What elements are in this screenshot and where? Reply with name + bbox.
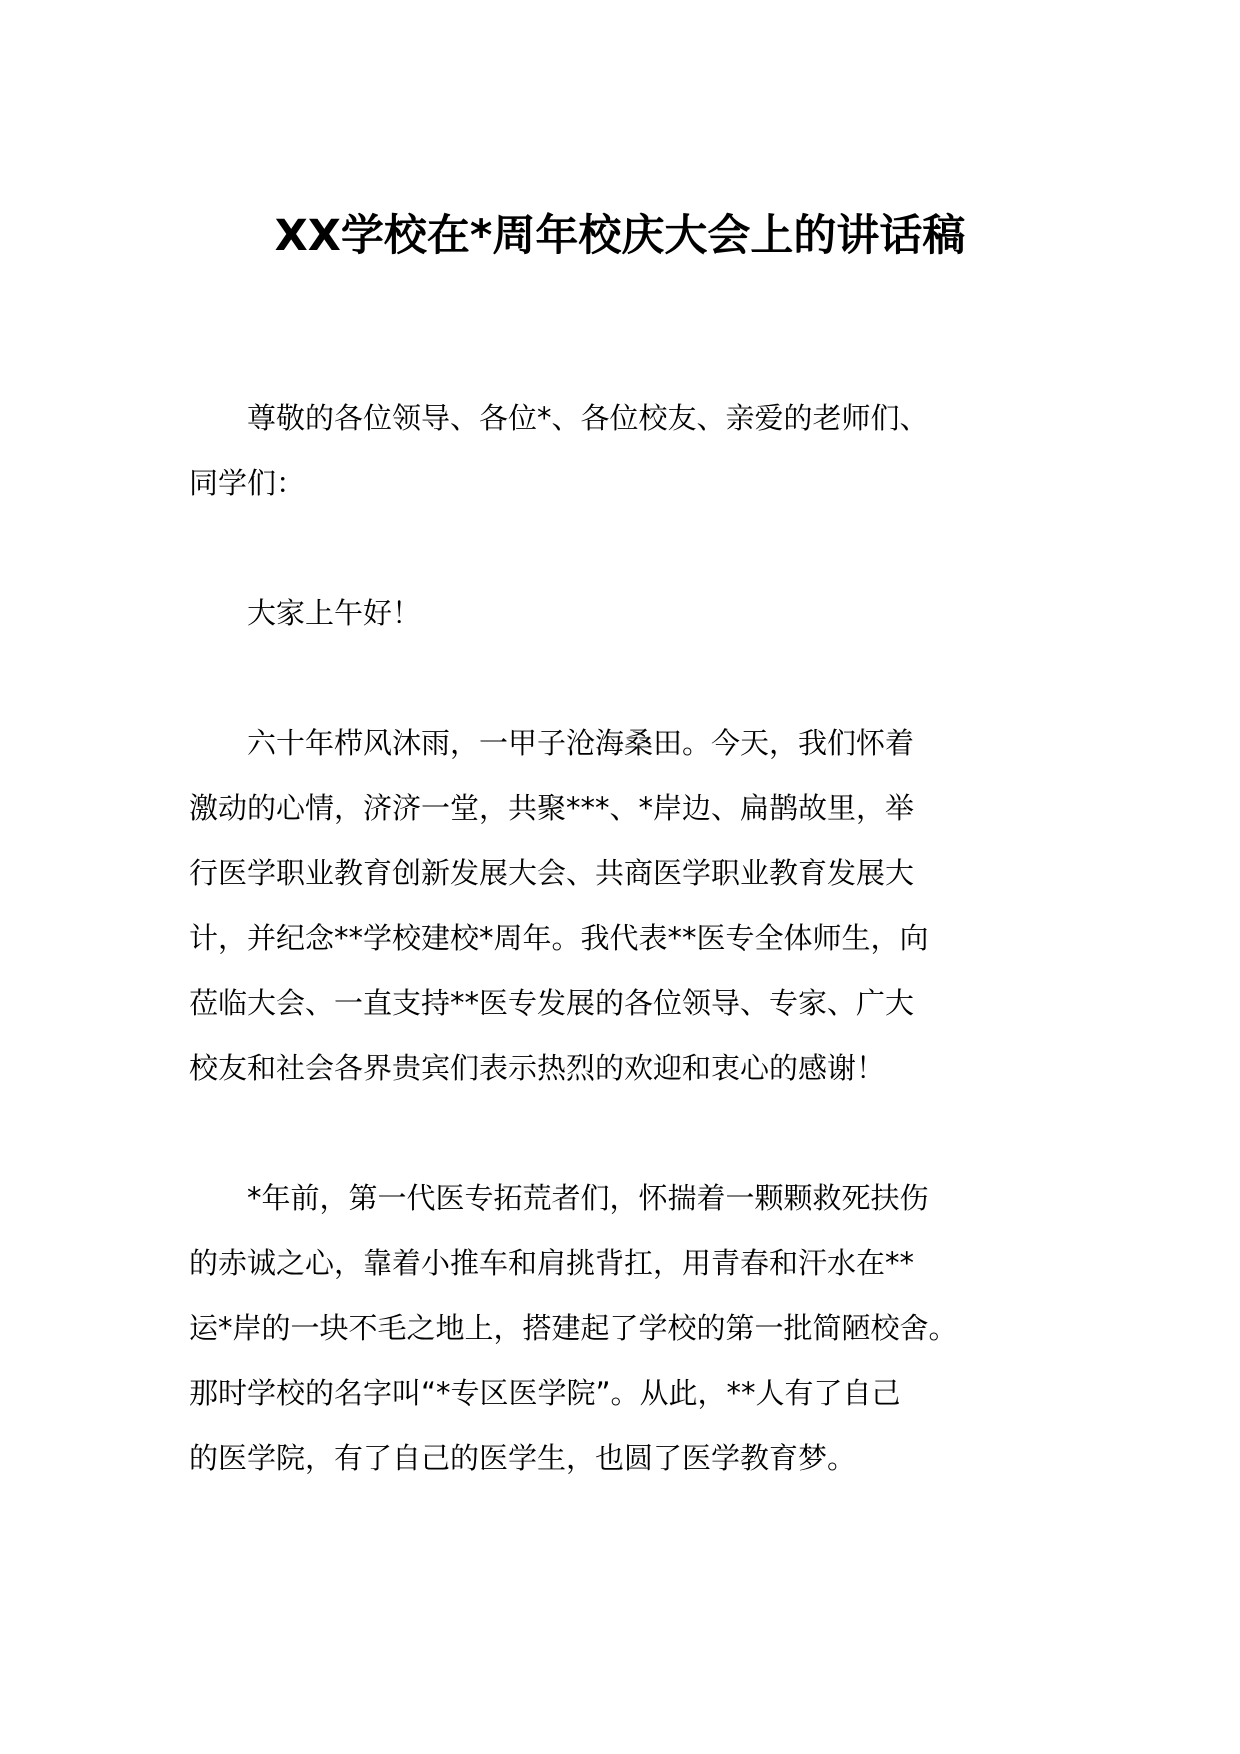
text-line: 那时学校的名字叫“*专区医学院”。从此，**人有了自己 [189, 1376, 901, 1410]
paragraph-anniversary [189, 711, 1069, 1101]
text-line: 莅临大会、一直支持**医专发展的各位领导、专家、广大 [189, 986, 915, 1020]
text-line: 计，并纪念**学校建校*周年。我代表**医专全体师生，向 [189, 921, 929, 955]
text-line: 尊敬的各位领导、各位*、各位校友、亲爱的老师们、 [247, 401, 929, 435]
text-line: 激动的心情，济济一堂，共聚***、*岸边、扁鹊故里，举 [189, 791, 915, 825]
paragraph-greeting [189, 386, 1069, 516]
text-line: 行医学职业教育创新发展大会、共商医学职业教育发展大 [189, 856, 915, 890]
paragraph-good-morning [189, 581, 1069, 646]
text-line: 大家上午好！ [247, 596, 422, 630]
document-body [189, 386, 1069, 1556]
text-line: 的赤诚之心，靠着小推车和肩挑背扛，用青春和汗水在** [189, 1246, 915, 1280]
text-line: 的医学院，有了自己的医学生，也圆了医学教育梦。 [189, 1441, 857, 1475]
text-line: 同学们： [189, 466, 306, 500]
text-line: 六十年栉风沐雨，一甲子沧海桑田。今天，我们怀着 [247, 726, 915, 760]
text-line: 校友和社会各界贵宾们表示热烈的欢迎和衷心的感谢！ [189, 1051, 886, 1085]
paragraph-history [189, 1166, 1069, 1491]
text-line: 运*岸的一块不毛之地上，搭建起了学校的第一批简陋校舍。 [189, 1311, 958, 1345]
text-line: *年前，第一代医专拓荒者们，怀揣着一颗颗救死扶伤 [247, 1181, 929, 1215]
document-title: XX学校在*周年校庆大会上的讲话稿 [274, 211, 966, 261]
